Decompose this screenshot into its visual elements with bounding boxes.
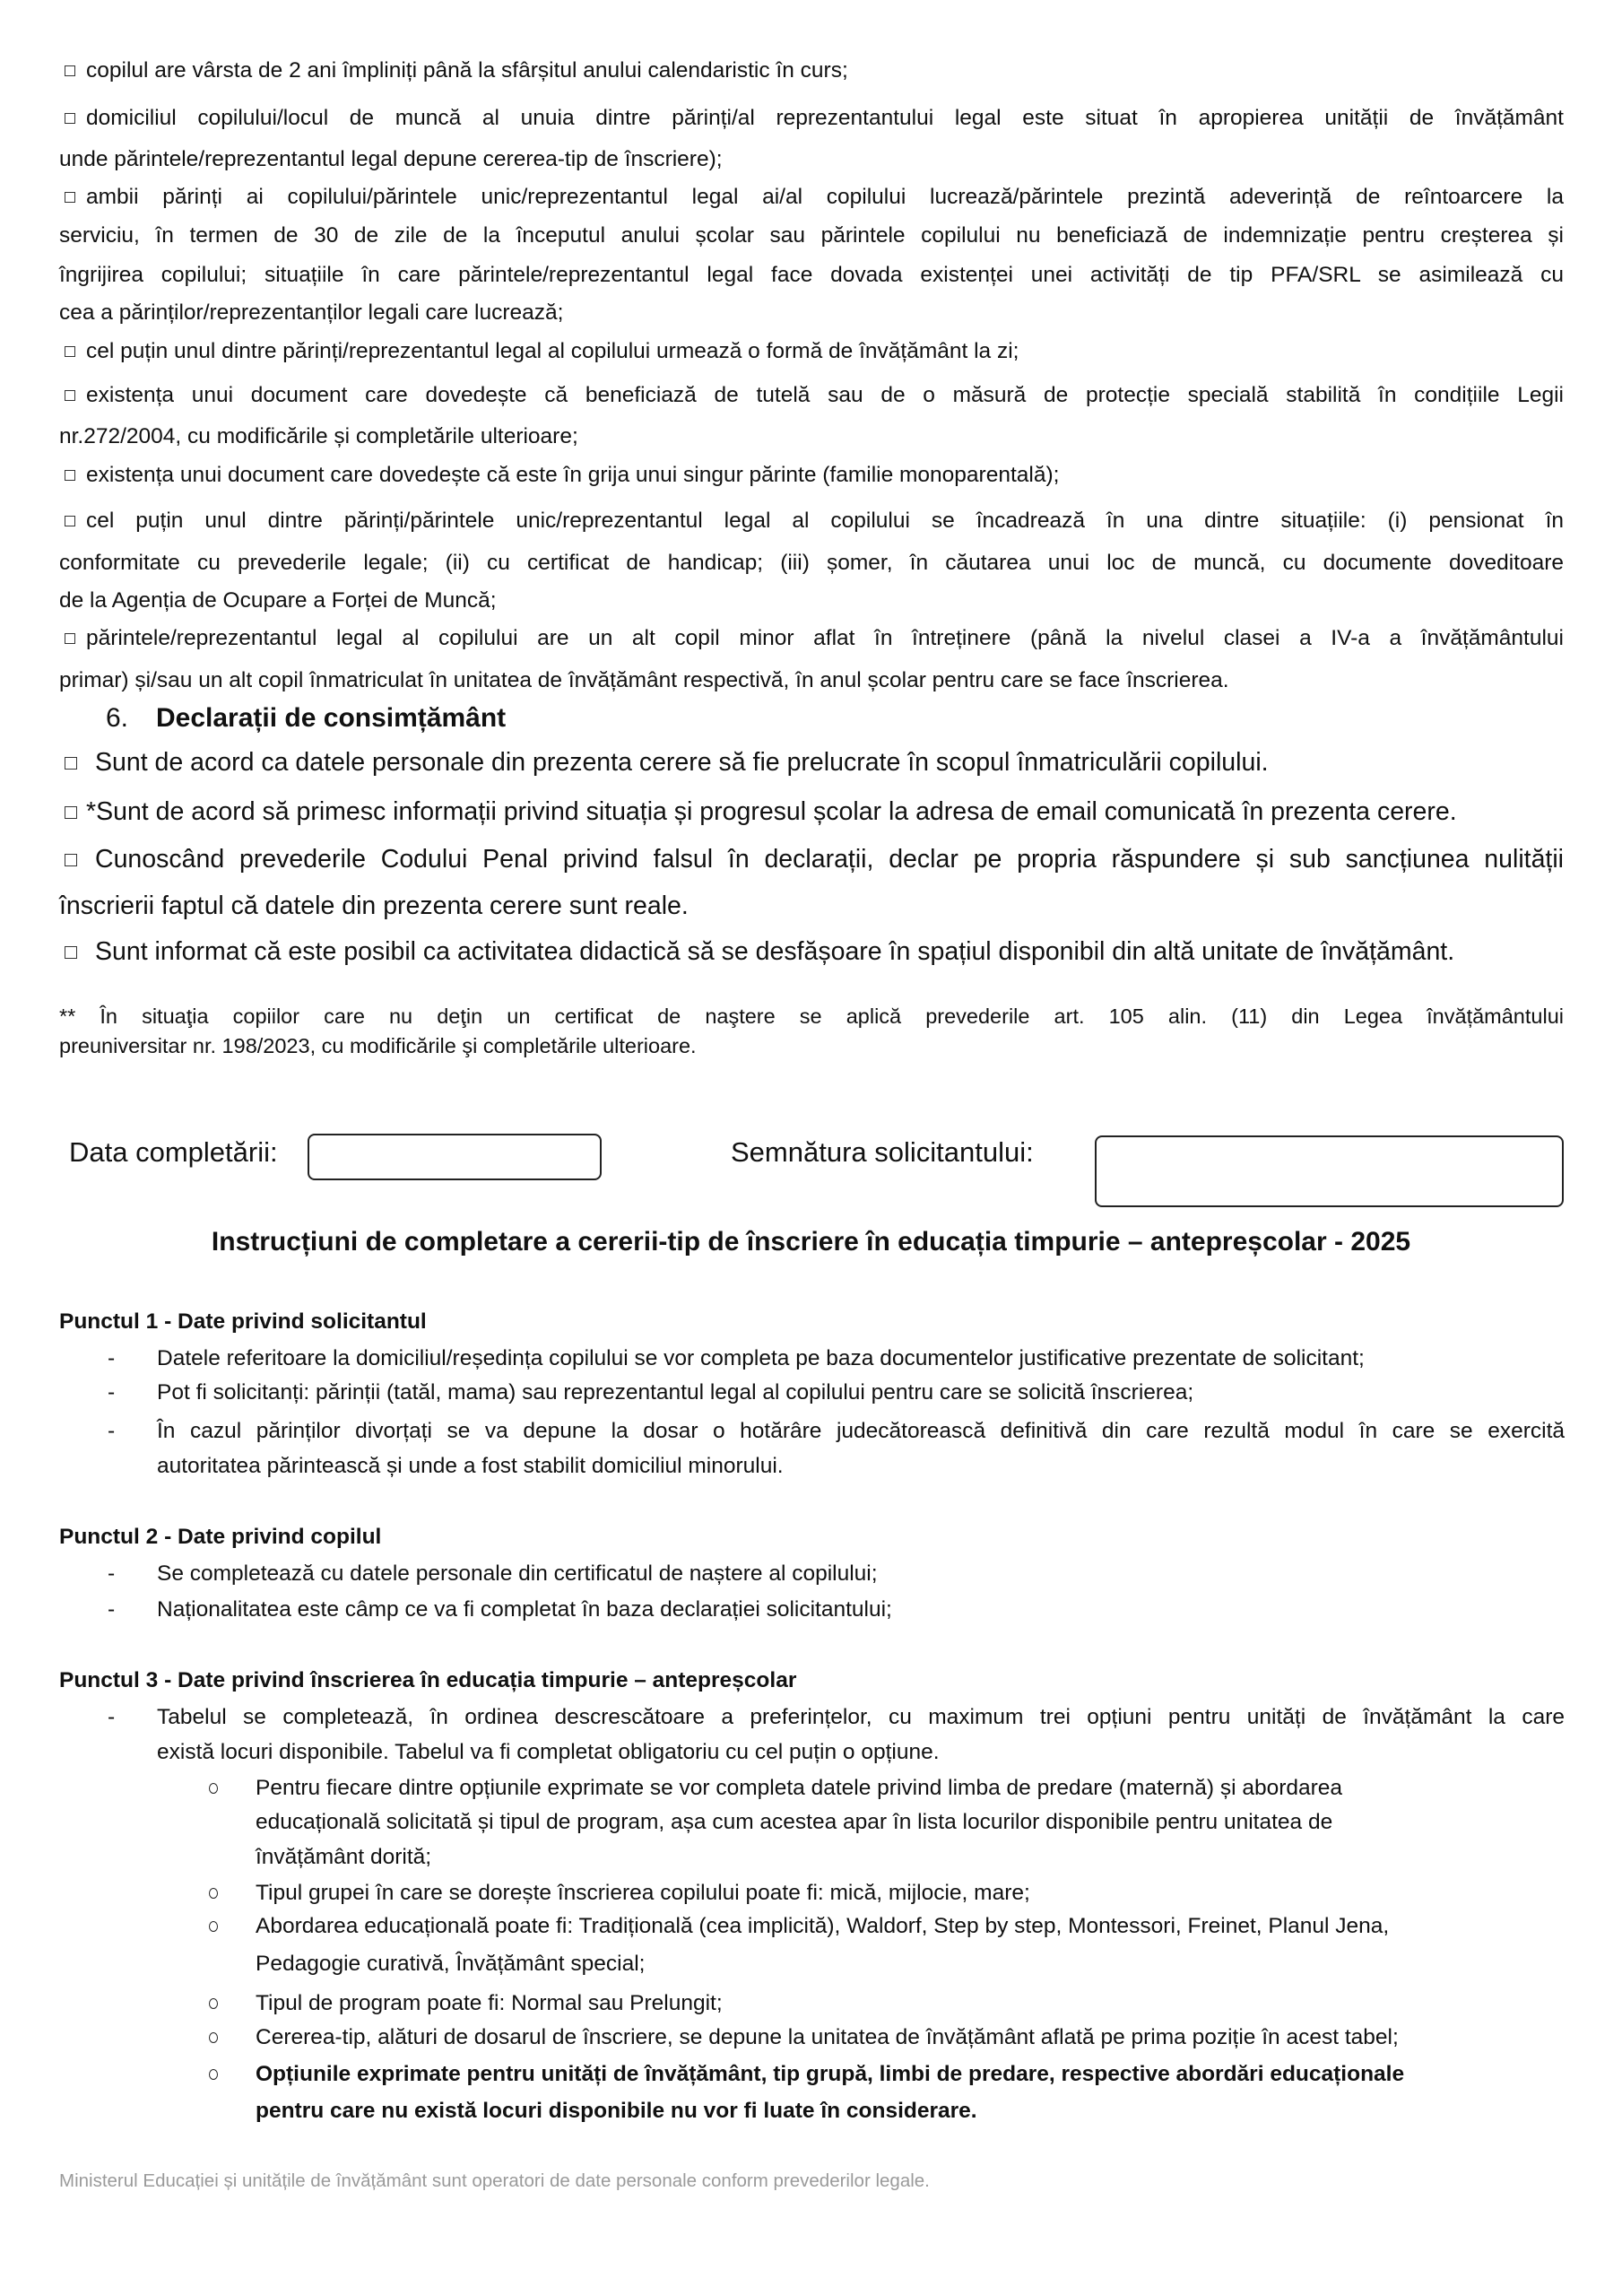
checkbox-domicile[interactable] — [65, 113, 75, 124]
circle-bullet-icon — [209, 1783, 218, 1794]
dash-bullet-icon: - — [108, 1705, 116, 1729]
circle-bullet-icon — [209, 2032, 218, 2043]
checkbox-consent-email[interactable] — [65, 806, 77, 819]
consent-line: înscrierii faptul că datele din prezenta cerere sunt reale. — [59, 891, 689, 920]
criterion-line: serviciu, în termen de 30 de zile de la începutul anului școlar sau părintele copilului nu beneficiază de indemnizație pentru creșterea și — [59, 223, 1564, 248]
criterion-line: conformitate cu prevederile legale; (ii) cu certificat de handicap; (iii) șomer, în căutarea unui loc de muncă, cu documente doveditoare — [59, 551, 1564, 575]
list-item: - Naționalitatea este câmp ce va fi completat în baza declarației solicitantului; — [108, 1597, 892, 1622]
sub-list-item-continuation: învățământ dorită; — [256, 1845, 432, 1869]
consent-heading: 6. Declarații de consimțământ — [106, 703, 507, 733]
dash-bullet-icon: - — [108, 1380, 116, 1405]
criterion-line: ambii părinți ai copilului/părintele unic/reprezentantul legal ai/al copilului lucrează/părintele prezintă adeverință de reîntoarcere la — [59, 184, 1564, 211]
criterion-line: părintele/reprezentantul legal al copilului are un alt copil minor aflat în întreținere (până la nivelul clasei a IV-a a învățământului — [59, 625, 1564, 652]
dash-bullet-icon: - — [108, 1419, 116, 1443]
consent-line: Sunt informat că este posibil ca activitatea didactică să se desfășoare în spațiul disponibil din altă unitate de învățământ. — [59, 936, 1564, 967]
criterion-line: existența unui document care dovedește că beneficiază de tutelă sau de o măsură de protecție specială stabilită în condițiile Legii — [59, 382, 1564, 409]
criterion-line: cea a părinților/reprezentanților legali care lucrează; — [59, 300, 564, 325]
footer-note: Ministerul Educației și unitățile de învățământ sunt operatori de date personale conform prevederilor legale. — [59, 2170, 930, 2191]
checkbox-parent-student[interactable] — [65, 346, 75, 357]
date-field[interactable] — [308, 1134, 602, 1180]
list-item: - Tabelul se completează, în ordinea descrescătoare a preferințelor, cu maximum trei opțiuni pentru unități de învățământ la care — [108, 1705, 1565, 1729]
sub-list-item: Cererea-tip, alături de dosarul de înscriere, se depune la unitatea de învățământ aflată pe prima poziție în acest tabel; — [256, 2024, 1565, 2051]
criterion-line: domiciliul copilului/locul de muncă al unuia dintre părinți/al reprezentantului legal este situat în apropierea unității de învățământ — [59, 105, 1564, 132]
criterion-line: îngrijirea copilului; situațiile în care părintele/reprezentantul legal face dovada existenței unei activități de tip PFA/SRL se asimilează cu — [59, 263, 1564, 287]
circle-bullet-icon — [209, 1921, 218, 1932]
signature-field[interactable] — [1095, 1135, 1564, 1207]
criterion-line: cel puțin unul dintre părinți/reprezentantul legal al copilului urmează o formă de învățământ la zi; — [59, 338, 1564, 365]
checkbox-consent-other-location[interactable] — [65, 946, 77, 959]
criterion-line: nr.272/2004, cu modificările și completările ulterioare; — [59, 424, 578, 448]
checkbox-special-situation[interactable] — [65, 516, 75, 526]
consent-line: Sunt de acord ca datele personale din prezenta cerere să fie prelucrate în scopul înmatriculării copilului. — [59, 747, 1564, 778]
circle-bullet-icon — [209, 1998, 218, 2009]
criterion-line: primar) și/sau un alt copil înmatriculat în unitatea de învățământ respectivă, în anul școlar pentru care se face înscrierea. — [59, 668, 1229, 692]
punctul-3-heading: Punctul 3 - Date privind înscrierea în educația timpurie – antepreșcolar — [59, 1668, 797, 1692]
criterion-line: unde părintele/reprezentantul legal depune cererea-tip de înscriere); — [59, 147, 723, 171]
instructions-title: Instrucțiuni de completare a cererii-tip de înscriere în educația timpurie – antepreșcolar - 2025 — [211, 1227, 1411, 1257]
sub-list-item-continuation: Pedagogie curativă, Învățământ special; — [256, 1952, 646, 1976]
circle-bullet-icon — [209, 1888, 218, 1899]
sub-list-item-continuation: pentru care nu există locuri disponibile nu vor fi luate în considerare. — [256, 2099, 977, 2123]
criterion-line: cel puțin unul dintre părinți/părintele unic/reprezentantul legal al copilului se încadrează în una dintre situațiile: (i) pensionat în — [59, 508, 1564, 535]
list-item: - Datele referitoare la domiciliul/reședința copilului se vor completa pe baza documentelor justificative prezentate de solicitant; — [108, 1346, 1365, 1370]
signature-label: Semnătura solicitantului: — [731, 1136, 1034, 1168]
sub-list-item: Abordarea educațională poate fi: Tradițională (cea implicită), Waldorf, Step by step, Montessori, Freinet, Planul Jena, — [256, 1913, 1565, 1940]
dash-bullet-icon: - — [108, 1561, 116, 1586]
date-label: Data completării: — [69, 1136, 278, 1168]
list-item-continuation: există locuri disponibile. Tabelul va fi completat obligatoriu cu cel puțin o opțiune. — [157, 1740, 940, 1764]
checkbox-age[interactable] — [65, 65, 75, 76]
checkbox-single-parent[interactable] — [65, 470, 75, 481]
checkbox-guardianship[interactable] — [65, 390, 75, 401]
sub-list-item: Tipul de program poate fi: Normal sau Prelungit; — [256, 1990, 1565, 2017]
checkbox-consent-data-processing[interactable] — [65, 757, 77, 770]
criterion-line: existența unui document care dovedește că este în grija unui singur părinte (familie monoparentală); — [59, 462, 1564, 489]
checkbox-consent-declaration[interactable] — [65, 854, 77, 866]
dash-bullet-icon: - — [108, 1346, 116, 1370]
punctul-2-heading: Punctul 2 - Date privind copilul — [59, 1525, 382, 1549]
sub-list-item: Opțiunile exprimate pentru unități de învățământ, tip grupă, limbi de predare, respective abordări educaționale — [256, 2061, 1565, 2088]
list-item: - În cazul părinților divorțați se va depune la dosar o hotărâre judecătorească definitivă din care rezultă modul în care se exercită — [108, 1419, 1565, 1443]
checkbox-parents-working[interactable] — [65, 192, 75, 203]
list-item: - Se completează cu datele personale din certificatul de naștere al copilului; — [108, 1561, 878, 1586]
sub-list-item-continuation: educațională solicitată și tipul de program, așa cum acestea apar în lista locurilor disponibile pentru unitatea de — [256, 1810, 1333, 1834]
consent-line: Cunoscând prevederile Codului Penal privind falsul în declarații, declar pe propria răspundere și sub sancțiunea nulității — [59, 844, 1564, 874]
sub-list-item: Pentru fiecare dintre opțiunile exprimate se vor completa datele privind limba de predare (maternă) și abordarea — [256, 1775, 1565, 1802]
criterion-line: de la Agenția de Ocupare a Forței de Muncă; — [59, 588, 497, 613]
sub-list-item: Tipul grupei în care se dorește înscrierea copilului poate fi: mică, mijlocie, mare; — [256, 1880, 1565, 1907]
list-item: - Pot fi solicitanți: părinții (tatăl, mama) sau reprezentantul legal al copilului pentru care se solicită înscrierea; — [108, 1380, 1194, 1405]
punctul-1-heading: Punctul 1 - Date privind solicitantul — [59, 1309, 427, 1334]
footnote-line: ** În situaţia copiilor care nu deţin un certificat de naştere se aplică prevederile art. 105 alin. (11) din Legea învățământului — [59, 1004, 1564, 1028]
criterion-line: copilul are vârsta de 2 ani împliniți până la sfârșitul anului calendaristic în curs; — [59, 57, 1564, 84]
circle-bullet-icon — [209, 2069, 218, 2080]
consent-line: *Sunt de acord să primesc informații privind situația și progresul școlar la adresa de email comunicată în prezenta cerere. — [59, 796, 1564, 827]
footnote-line: preuniversitar nr. 198/2023, cu modificările şi completările ulterioare. — [59, 1034, 697, 1057]
checkbox-sibling[interactable] — [65, 633, 75, 644]
dash-bullet-icon: - — [108, 1597, 116, 1622]
list-item-continuation: autoritatea părintească și unde a fost stabilit domiciliul minorului. — [157, 1454, 784, 1478]
